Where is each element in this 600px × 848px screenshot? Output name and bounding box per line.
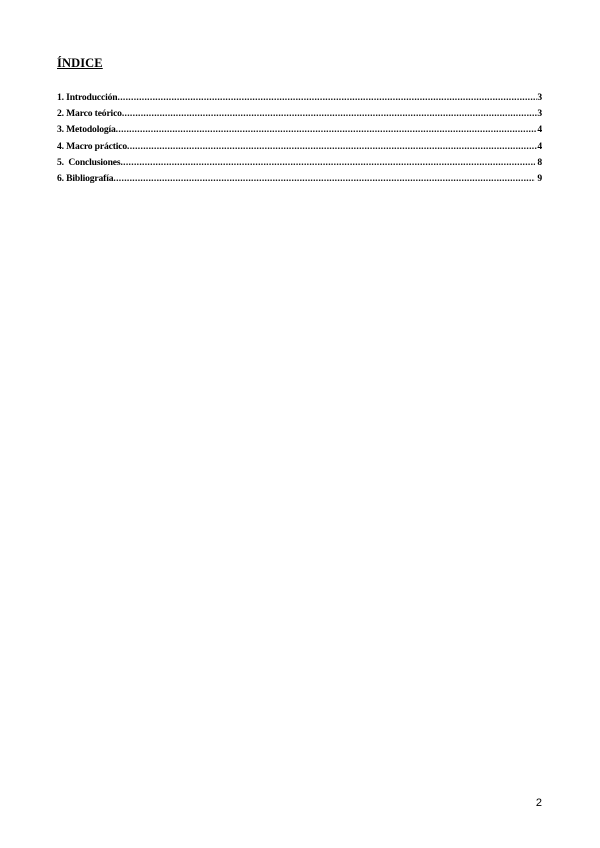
toc-dot-leader xyxy=(113,173,535,184)
toc-entry-number: 6. xyxy=(57,172,64,184)
toc-entry-label: Introducción xyxy=(66,92,118,103)
toc-entry-number: 3. xyxy=(57,124,64,136)
toc-dot-leader xyxy=(120,157,535,168)
toc-entry-page: 4 xyxy=(537,140,542,152)
toc-entry-page: 3 xyxy=(537,108,542,120)
toc-dot-leader xyxy=(118,92,538,103)
toc-entry xyxy=(57,108,542,124)
toc-entry xyxy=(57,157,542,173)
toc-entry xyxy=(57,124,542,140)
toc-entry xyxy=(57,141,542,157)
toc-entry-page: 8 xyxy=(537,156,542,168)
toc-dot-leader xyxy=(122,108,538,119)
toc-title: ÍNDICE xyxy=(57,56,103,70)
toc-entry-page: 3 xyxy=(537,92,542,103)
toc-entry-label: Macro práctico xyxy=(66,140,128,152)
table-of-contents xyxy=(57,92,542,189)
toc-entry-page: 9 xyxy=(537,172,542,184)
toc-dot-leader xyxy=(116,124,538,135)
toc-entry xyxy=(57,92,542,108)
toc-entry-label: Metodología xyxy=(66,124,116,136)
toc-entry-number: 4. xyxy=(57,140,64,152)
toc-entry-page: 4 xyxy=(537,124,542,136)
toc-entry-number: 1. xyxy=(57,92,64,103)
toc-entry-label: Bibliografía xyxy=(66,172,114,184)
toc-entry-label: Marco teórico xyxy=(66,108,122,120)
toc-entry xyxy=(57,173,542,189)
toc-entry-number: 2. xyxy=(57,108,64,120)
toc-dot-leader xyxy=(127,141,537,152)
page-number: 2 xyxy=(535,797,542,809)
toc-entry-label: Conclusiones xyxy=(68,156,121,168)
toc-entry-number: 5. xyxy=(57,156,64,168)
